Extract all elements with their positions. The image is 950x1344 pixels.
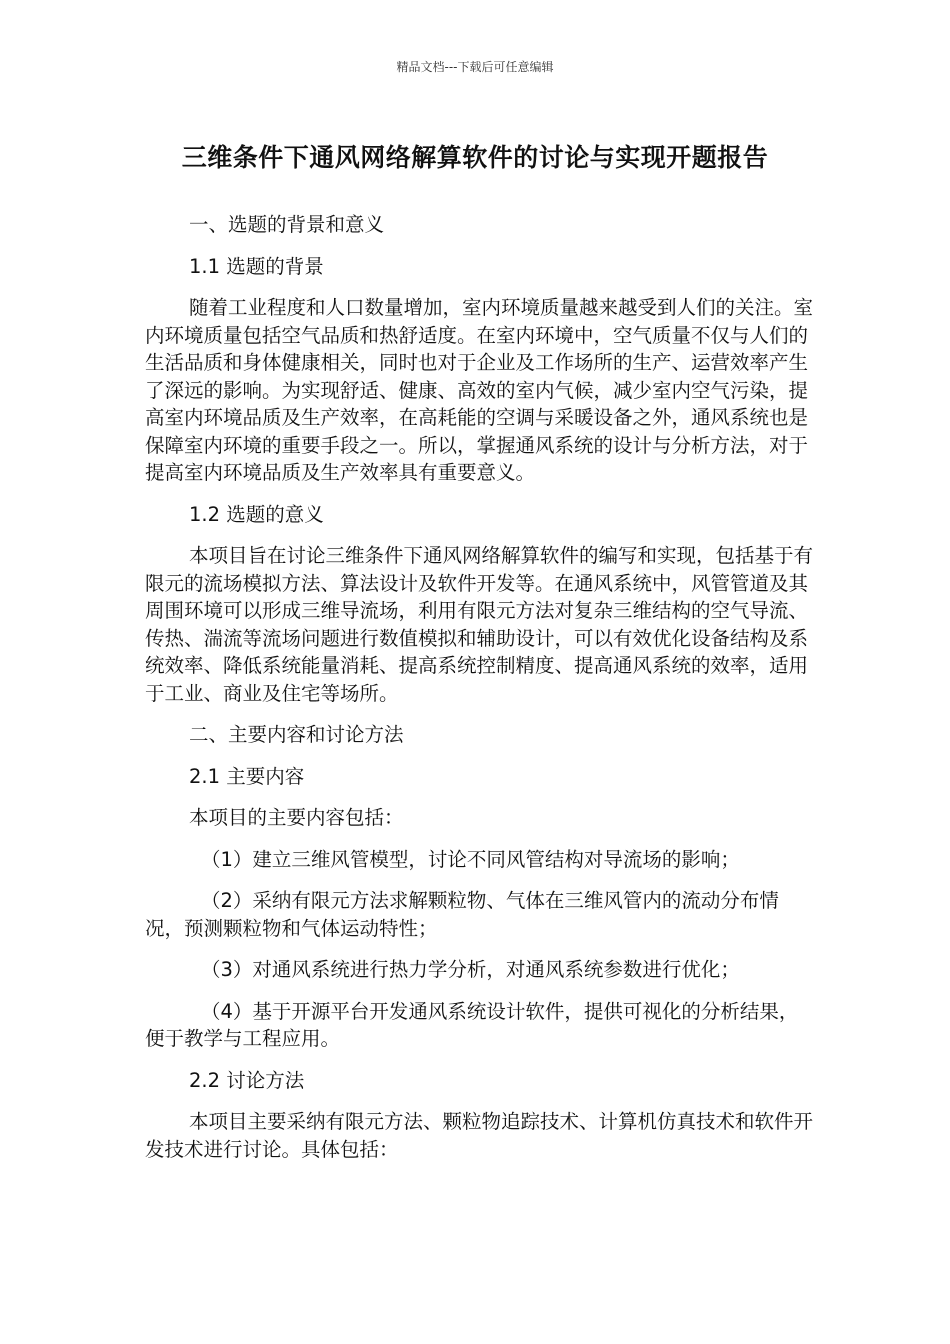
subsection-heading-1-2: 1.2 选题的意义 bbox=[189, 502, 324, 526]
document-body bbox=[145, 211, 817, 1177]
list-item: （4）基于开源平台开发通风系统设计软件，提供可视化的分析结果，便于教学与工程应用。 bbox=[145, 999, 799, 1050]
header-note: 精品文档---下载后可任意编辑 bbox=[396, 60, 554, 74]
subsection-heading-1-1: 1.1 选题的背景 bbox=[189, 254, 324, 278]
body-paragraph-significance: 本项目旨在讨论三维条件下通风网络解算软件的编写和实现，包括基于有限元的流场模拟方法、算法设计及软件开发等。在通风系统中，风管管道及其周围环境可以形成三维导流场，利用有限元方法对复杂三维结构的空气导流、传热、湍流等流场问题进行数值模拟和辅助设计，可以有效优化设备结构及系统效率、降低系统能量消耗、提高系统控制精度、提高通风系统的效率，适用于工业、商业及住宅等场所。 bbox=[145, 544, 814, 705]
section-heading-1: 一、选题的背景和意义 bbox=[189, 213, 385, 236]
subsection-heading-2-1: 2.1 主要内容 bbox=[189, 764, 305, 788]
list-item: （3）对通风系统进行热力学分析，对通风系统参数进行优化； bbox=[201, 958, 740, 981]
list-item: （2）采纳有限元方法求解颗粒物、气体在三维风管内的流动分布情况，预测颗粒物和气体运动特性； bbox=[145, 889, 779, 940]
body-paragraph-content-intro: 本项目的主要内容包括： bbox=[189, 806, 404, 829]
list-item: （1）建立三维风管模型，讨论不同风管结构对导流场的影响； bbox=[201, 847, 740, 871]
body-paragraph-background: 随着工业程度和人口数量增加，室内环境质量越来越受到人们的关注。室内环境质量包括空气品质和热舒适度。在室内环境中，空气质量不仅与人们的生活品质和身体健康相关，同时也对于企业及工作场所的生产、运营效率产生了深远的影响。为实现舒适、健康、高效的室内气候，减少室内空气污染，提高室内环境品质及生产效率，在高耗能的空调与采暖设备之外，通风系统也是保障室内环境的重要手段之一。所以，掌握通风系统的设计与分析方法，对于提高室内环境品质及生产效率具有重要意义。 bbox=[145, 296, 814, 484]
section-heading-2: 二、主要内容和讨论方法 bbox=[189, 723, 404, 746]
subsection-heading-2-2: 2.2 讨论方法 bbox=[189, 1068, 305, 1092]
body-paragraph-methods: 本项目主要采纳有限元方法、颗粒物追踪技术、计算机仿真技术和软件开发技术进行讨论。具体包括： bbox=[145, 1110, 814, 1161]
document-title: 三维条件下通风网络解算软件的讨论与实现开题报告 bbox=[181, 143, 769, 172]
